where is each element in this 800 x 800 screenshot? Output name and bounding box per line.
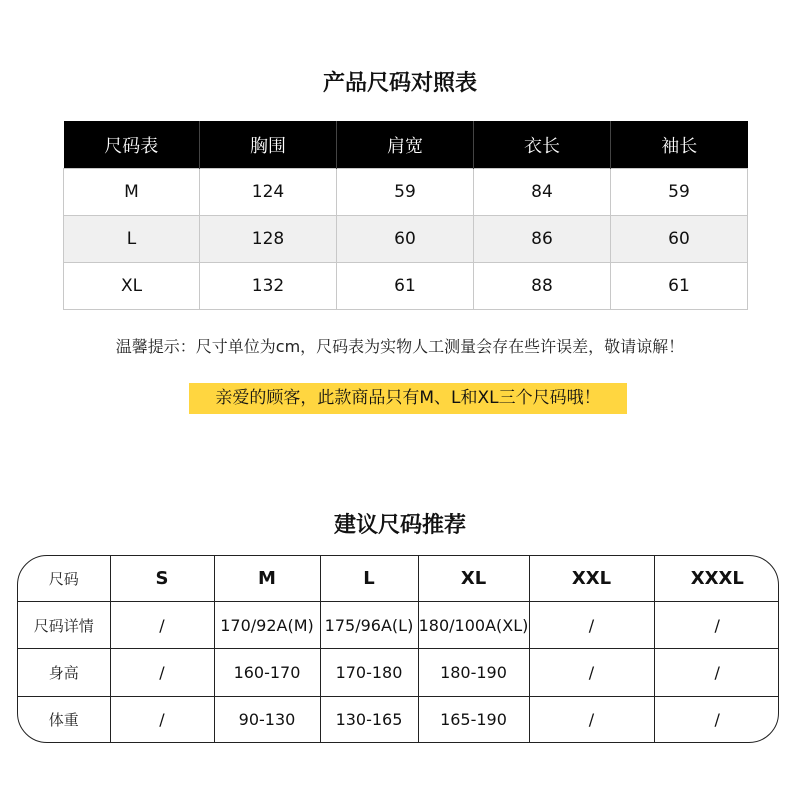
cell-value: /	[529, 602, 654, 649]
cell-value: /	[654, 602, 779, 649]
size-s: S	[110, 556, 214, 602]
cell-value: 160-170	[214, 649, 320, 696]
cell-chest: 124	[200, 169, 337, 216]
cell-length: 88	[474, 263, 611, 310]
table-row	[18, 696, 779, 742]
header-sleeve: 袖长	[611, 121, 748, 169]
row-label-weight: 体重	[18, 696, 110, 742]
cell-shoulder: 61	[337, 263, 474, 310]
row-label-height: 身高	[18, 649, 110, 696]
cell-chest: 128	[200, 216, 337, 263]
table-row	[64, 263, 748, 310]
cell-chest: 132	[200, 263, 337, 310]
cell-sleeve: 61	[611, 263, 748, 310]
cell-value: /	[110, 696, 214, 742]
header-length: 衣长	[474, 121, 611, 169]
recommend-table	[18, 556, 779, 742]
row-label-detail: 尺码详情	[18, 602, 110, 649]
cell-sleeve: 60	[611, 216, 748, 263]
cell-value: 90-130	[214, 696, 320, 742]
size-chart-title: 产品尺码对照表	[322, 71, 477, 96]
header-size: 尺码表	[64, 121, 200, 169]
cell-size: M	[64, 169, 200, 216]
cell-value: /	[654, 696, 779, 742]
size-m: M	[214, 556, 320, 602]
table-row	[64, 169, 748, 216]
cell-value: 165-190	[418, 696, 529, 742]
recommend-header-row	[18, 556, 779, 602]
table-row	[64, 216, 748, 263]
size-xxxl: XXXL	[654, 556, 779, 602]
recommend-title: 建议尺码推荐	[333, 513, 466, 538]
table-row	[18, 649, 779, 696]
cell-value: 180-190	[418, 649, 529, 696]
cell-value: 180/100A(XL)	[418, 602, 529, 649]
cell-shoulder: 59	[337, 169, 474, 216]
cell-shoulder: 60	[337, 216, 474, 263]
cell-value: 130-165	[320, 696, 418, 742]
cell-size: L	[64, 216, 200, 263]
cell-value: 175/96A(L)	[320, 602, 418, 649]
cell-value: 170/92A(M)	[214, 602, 320, 649]
cell-length: 86	[474, 216, 611, 263]
cell-size: XL	[64, 263, 200, 310]
header-chest: 胸围	[200, 121, 337, 169]
size-chart-table	[63, 121, 748, 310]
size-xl: XL	[418, 556, 529, 602]
cell-value: /	[110, 602, 214, 649]
header-shoulder: 肩宽	[337, 121, 474, 169]
measurement-note: 温馨提示：尺寸单位为cm，尺码表为实物人工测量会存在些许误差，敬请谅解！	[115, 337, 685, 356]
cell-value: /	[529, 696, 654, 742]
size-l: L	[320, 556, 418, 602]
cell-value: /	[110, 649, 214, 696]
size-availability-banner: 亲爱的顾客，此款商品只有M、L和XL三个尺码哦！	[189, 383, 627, 414]
cell-value: /	[654, 649, 779, 696]
table-row	[18, 602, 779, 649]
cell-value: /	[529, 649, 654, 696]
cell-length: 84	[474, 169, 611, 216]
cell-value: 170-180	[320, 649, 418, 696]
header-size-label: 尺码	[48, 570, 79, 589]
size-xxl: XXL	[529, 556, 654, 602]
cell-sleeve: 59	[611, 169, 748, 216]
size-chart-header-row	[64, 121, 748, 169]
recommend-table-frame	[17, 555, 779, 743]
